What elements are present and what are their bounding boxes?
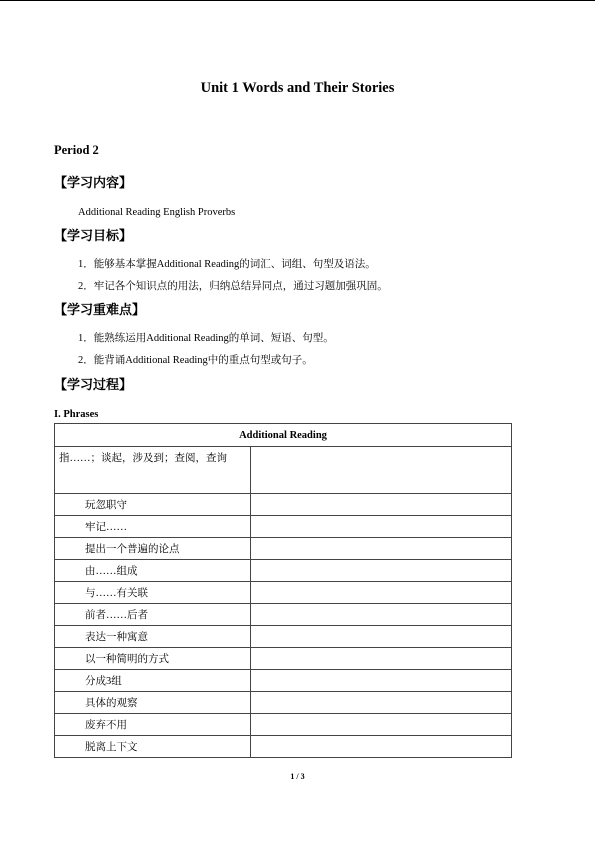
phrase-answer-blank[interactable]: [251, 692, 512, 714]
phrase-answer-blank[interactable]: [251, 714, 512, 736]
phrase-chinese: 指……；谈起，涉及到；查阅，查询: [55, 447, 251, 494]
phrase-chinese: 具体的观察: [55, 692, 251, 714]
phrase-chinese: 废弃不用: [55, 714, 251, 736]
phrase-chinese: 表达一种寓意: [55, 626, 251, 648]
period-label: Period 2: [54, 143, 99, 157]
phrase-answer-blank[interactable]: [251, 447, 512, 494]
phrase-answer-blank[interactable]: [251, 626, 512, 648]
phrase-chinese: 脱离上下文: [55, 736, 251, 758]
table-row: [55, 714, 512, 736]
phrase-chinese: 提出一个普遍的论点: [55, 538, 251, 560]
phrase-chinese: 前者……后者: [55, 604, 251, 626]
table-row: [55, 670, 512, 692]
phrase-answer-blank[interactable]: [251, 560, 512, 582]
goal-line-2: 2．牢记各个知识点的用法，归纳总结异同点，通过习题加强巩固。: [78, 281, 388, 292]
phrase-answer-blank[interactable]: [251, 494, 512, 516]
table-row: [55, 516, 512, 538]
section-heading-key-points: 【学习重难点】: [54, 302, 146, 317]
table-row: [55, 604, 512, 626]
phrase-chinese: 以一种简明的方式: [55, 648, 251, 670]
table-row: [55, 494, 512, 516]
key-point-line-2: 2．能背诵Additional Reading中的重点句型或句子。: [78, 355, 313, 366]
phrase-answer-blank[interactable]: [251, 648, 512, 670]
phrases-table-header: Additional Reading: [55, 424, 512, 447]
section-heading-content: 【学习内容】: [54, 175, 133, 190]
goal-line-1: 1．能够基本掌握Additional Reading的词汇、词组、句型及语法。: [78, 259, 376, 270]
table-row: [55, 538, 512, 560]
phrase-chinese: 与……有关联: [55, 582, 251, 604]
key-point-line-1: 1．能熟练运用Additional Reading的单词、短语、句型。: [78, 333, 334, 344]
table-row: [55, 692, 512, 714]
phrase-answer-blank[interactable]: [251, 736, 512, 758]
page-title: Unit 1 Words and Their Stories: [200, 80, 395, 96]
table-row: [55, 447, 512, 494]
phrase-answer-blank[interactable]: [251, 582, 512, 604]
content-line: Additional Reading English Proverbs: [78, 207, 236, 218]
phrase-chinese: 分成3组: [55, 670, 251, 692]
table-row: [55, 736, 512, 758]
phrases-heading: I. Phrases: [54, 409, 99, 420]
phrase-answer-blank[interactable]: [251, 516, 512, 538]
table-row: [55, 648, 512, 670]
table-row: [55, 582, 512, 604]
phrase-answer-blank[interactable]: [251, 604, 512, 626]
phrase-answer-blank[interactable]: [251, 538, 512, 560]
top-rule: [0, 0, 595, 1]
phrases-table: [54, 423, 512, 758]
table-row: [55, 626, 512, 648]
table-row: [55, 560, 512, 582]
page-number: 1 / 3: [290, 772, 305, 781]
section-heading-goals: 【学习目标】: [54, 228, 133, 243]
phrase-chinese: 由……组成: [55, 560, 251, 582]
section-heading-process: 【学习过程】: [54, 377, 133, 392]
phrase-answer-blank[interactable]: [251, 670, 512, 692]
phrase-chinese: 牢记……: [55, 516, 251, 538]
phrase-chinese: 玩忽职守: [55, 494, 251, 516]
